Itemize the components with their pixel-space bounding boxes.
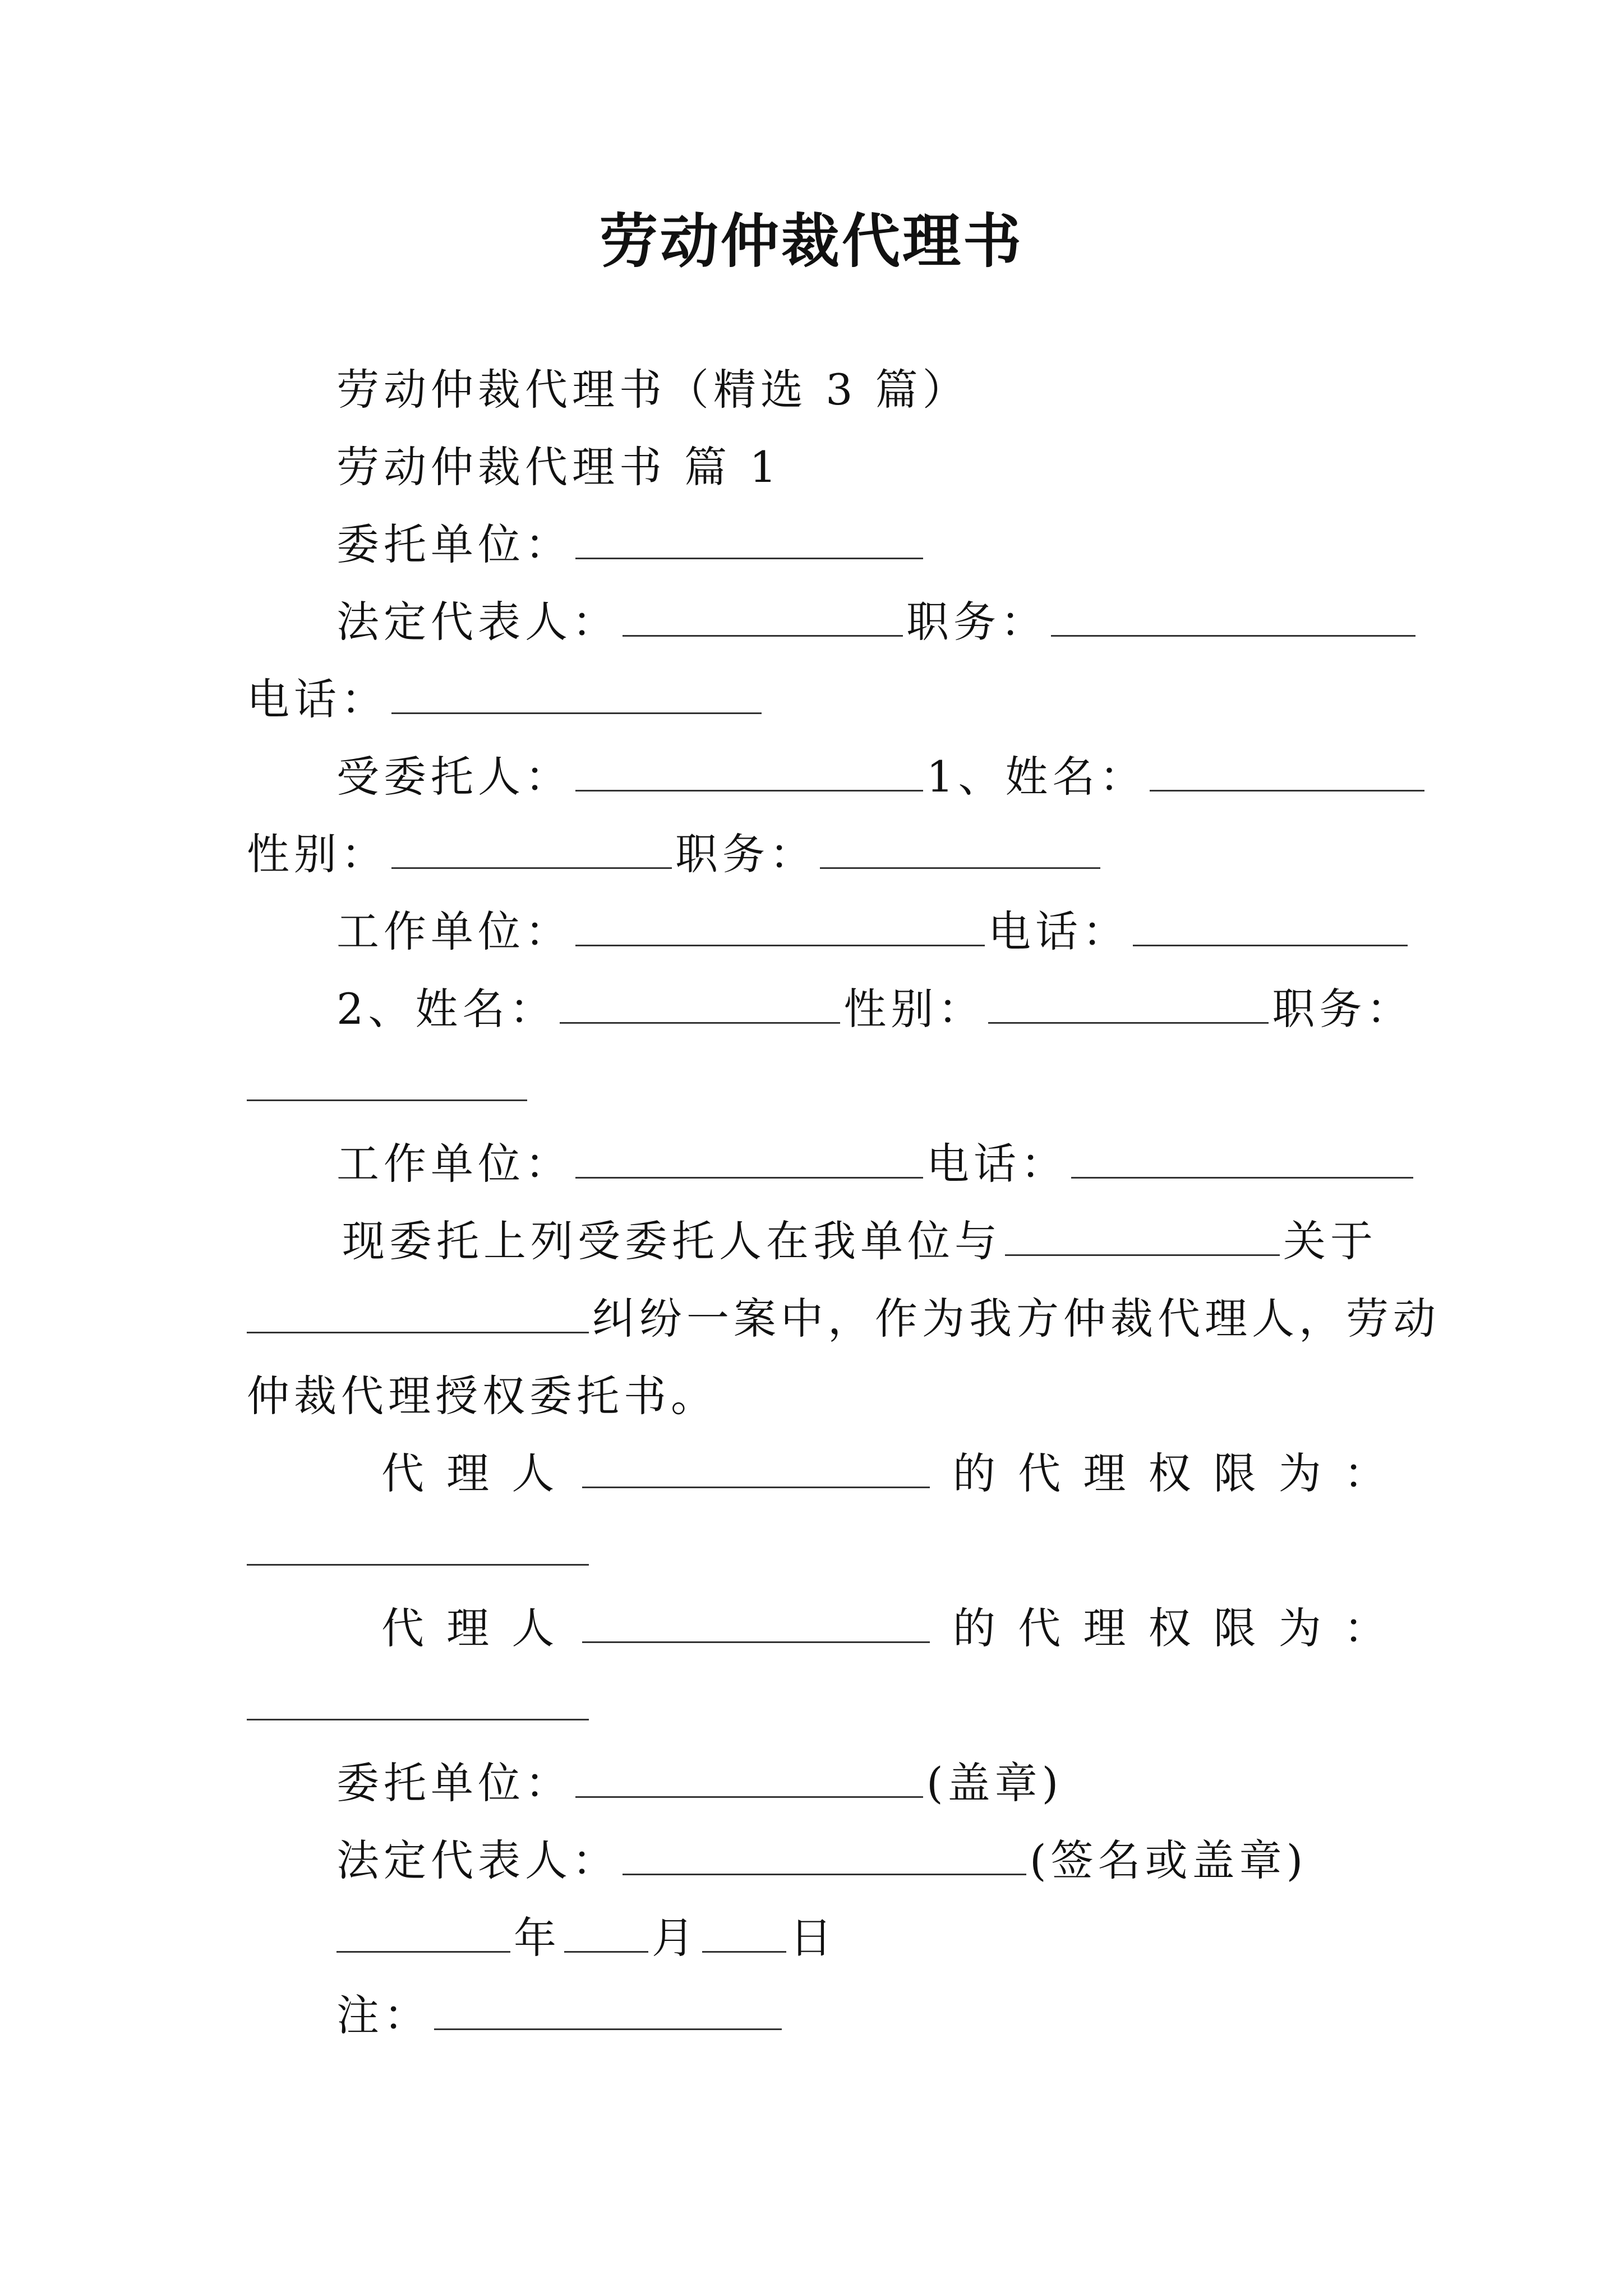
day-label: 日 [790,1913,837,1963]
client-unit-label: 委托单位： [336,519,572,569]
authority-continuation-1 [247,1520,1391,1582]
page-title: 劳动仲裁代理书 [599,206,1023,275]
authority-label-1: 的 代 理 权 限 为 ： [953,1448,1391,1498]
entrust-text-c: 纠纷一案中，作为我方仲裁代理人，劳动 [592,1294,1440,1343]
legal-rep-blank[interactable] [623,596,903,637]
seal-label: (盖章) [926,1758,1063,1808]
legal-rep-label: 法定代表人： [336,597,619,647]
gender-label-2: 性别： [843,984,985,1034]
entrust-text-a: 现委托上列受委托人在我单位与 [342,1216,1002,1266]
entrust-row-2 [247,1288,1440,1350]
phone-label-3: 电话： [926,1139,1068,1189]
month-label: 月 [652,1913,699,1963]
trustee-row [247,746,1391,808]
gender-blank-2[interactable] [988,983,1269,1024]
year-blank[interactable] [336,1912,510,1953]
work-unit-row [247,901,1391,963]
name2-label: 2、姓名： [336,984,557,1034]
legal-rep-sign-row [247,1830,1391,1892]
phone-blank-3[interactable] [1071,1138,1413,1179]
position-label-3: 职务： [1272,984,1414,1034]
entrust-text-b: 关于 [1283,1216,1377,1266]
note-blank[interactable] [434,1989,782,2030]
work-unit-label: 工作单位： [336,907,572,956]
agent-label-1: 代 理 人 [381,1448,559,1498]
note-label: 注： [336,1990,431,2040]
position-continuation-row [247,1056,1391,1117]
trustee-label: 受委托人： [336,752,572,802]
date-row [247,1907,1391,1969]
client-unit-label-2: 委托单位： [336,1758,572,1808]
phone-row [247,669,1391,730]
name2-blank[interactable] [560,983,840,1024]
section-heading-text: 劳动仲裁代理书 篇 1 [336,442,781,492]
authority-label-2: 的 代 理 权 限 为 ： [953,1603,1391,1653]
sign-or-seal-label: (签名或盖章) [1030,1835,1308,1885]
phone-blank-2[interactable] [1133,905,1408,946]
day-blank[interactable] [702,1912,786,1953]
work-unit-blank-2[interactable] [575,1138,923,1179]
client-seal-row [247,1752,1391,1814]
position-blank[interactable] [1051,596,1415,637]
subtitle-text: 劳动仲裁代理书（精选 3 篇） [336,365,970,415]
year-label: 年 [514,1913,561,1963]
entrust-row-3 [247,1365,1391,1427]
authority-blank-2[interactable] [247,1680,589,1720]
work-unit-row-2 [247,1133,1391,1195]
name2-row [247,978,1414,1040]
month-blank[interactable] [564,1912,648,1953]
entrust-text-d: 仲裁代理授权委托书。 [247,1371,718,1421]
phone-label: 电话： [247,674,388,724]
phone-blank[interactable] [391,673,762,714]
subtitle-line [247,359,1391,421]
gender-blank[interactable] [391,828,672,869]
client-unit-row [247,514,1391,576]
agent-blank-2[interactable] [582,1602,930,1643]
agent-blank-1[interactable] [582,1447,930,1488]
authority-blank-1[interactable] [247,1525,589,1566]
work-unit-blank[interactable] [575,905,985,946]
position-blank-3[interactable] [247,1060,527,1101]
agent-authority-row-2 [247,1598,1391,1659]
position-blank-2[interactable] [820,828,1100,869]
client-unit-blank-2[interactable] [575,1757,923,1798]
client-unit-blank[interactable] [575,518,923,559]
name1-label: 1、姓名： [926,752,1147,802]
agent-authority-row-1 [247,1443,1391,1504]
opposing-party-blank[interactable] [1005,1215,1280,1256]
position-label-2: 职务： [675,829,817,879]
gender-label: 性别： [247,829,388,879]
entrust-row-1 [247,1211,1391,1272]
phone-label-2: 电话： [988,907,1129,956]
legal-rep-row [247,591,1391,653]
work-unit-label-2: 工作单位： [336,1139,572,1189]
dispute-blank[interactable] [247,1292,589,1333]
gender-row [247,823,1391,885]
name1-blank[interactable] [1150,751,1424,792]
legal-rep-label-2: 法定代表人： [336,1835,619,1885]
legal-rep-blank-2[interactable] [623,1834,1026,1875]
authority-continuation-2 [247,1675,1391,1737]
agent-label-2: 代 理 人 [381,1603,559,1653]
section-heading [247,436,1391,498]
position-label: 职务： [906,597,1048,647]
trustee-blank[interactable] [575,751,923,792]
note-row [247,1985,1391,2046]
